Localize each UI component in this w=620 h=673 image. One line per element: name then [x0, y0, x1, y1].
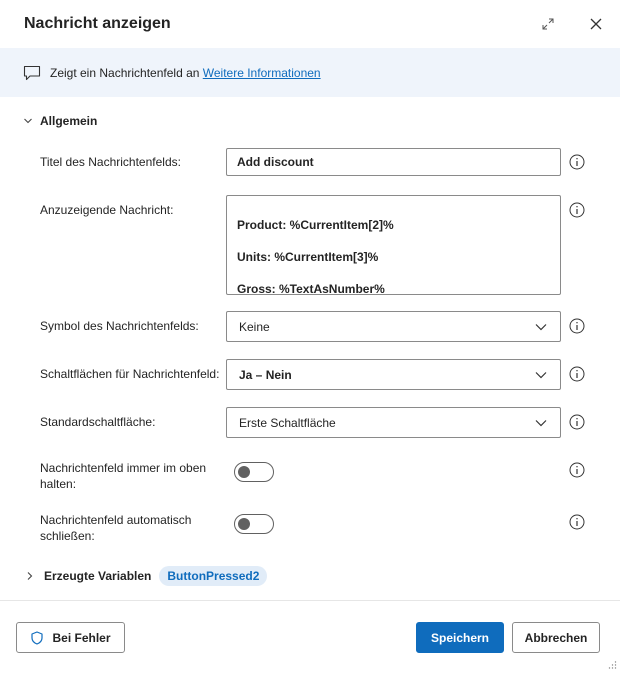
produced-variables-label[interactable]: Erzeugte Variablen — [44, 569, 152, 583]
variable-chip[interactable]: ButtonPressed2 — [159, 566, 267, 586]
auto-close-label — [40, 512, 191, 544]
buttons-select[interactable] — [226, 359, 561, 390]
section-general-label: Allgemein — [40, 114, 98, 128]
info-icon[interactable] — [569, 414, 585, 430]
dialog-title: Nachricht anzeigen — [24, 15, 171, 32]
chevron-down-icon — [22, 115, 34, 127]
always-on-top-label-line: halten: — [40, 477, 77, 491]
on-error-label: Bei Fehler — [52, 630, 111, 645]
chevron-down-icon — [534, 416, 548, 430]
always-on-top-label-line: Nachrichtenfeld immer im oben — [40, 461, 207, 475]
message-textarea[interactable] — [226, 195, 561, 295]
expand-button[interactable] — [538, 14, 558, 34]
title-input[interactable]: Add discount — [226, 148, 561, 176]
info-text — [50, 66, 321, 80]
section-general-header[interactable] — [22, 114, 97, 128]
toggle-knob — [238, 466, 250, 478]
always-on-top-label — [40, 460, 206, 492]
auto-close-toggle[interactable] — [234, 514, 274, 534]
cancel-button[interactable] — [512, 622, 600, 653]
default-button-field-label: Standardschaltfläche: — [40, 415, 156, 429]
close-button[interactable] — [586, 14, 606, 34]
buttons-field-label: Schaltflächen für Nachrichtenfeld: — [40, 367, 220, 381]
close-icon — [590, 18, 602, 30]
symbol-select[interactable] — [226, 311, 561, 342]
resize-grip-icon[interactable] — [607, 660, 617, 670]
message-field-label: Anzuzeigende Nachricht: — [40, 203, 174, 217]
toggle-knob — [238, 518, 250, 530]
info-icon[interactable] — [569, 318, 585, 334]
info-description: Zeigt ein Nachrichtenfeld an — [50, 66, 200, 80]
info-bar — [0, 48, 620, 97]
auto-close-label-line: Nachrichtenfeld automatisch — [40, 513, 192, 527]
info-icon[interactable] — [569, 366, 585, 382]
footer-divider — [0, 600, 620, 601]
message-line: Product: %CurrentItem[2]% — [237, 218, 394, 232]
info-icon[interactable] — [569, 462, 585, 478]
auto-close-label-line: schließen: — [40, 529, 95, 543]
message-line: Units: %CurrentItem[3]% — [237, 250, 379, 264]
save-button[interactable] — [416, 622, 504, 653]
expand-icon — [542, 18, 554, 30]
info-icon[interactable] — [569, 154, 585, 170]
message-icon — [23, 65, 41, 81]
message-line: Gross: %TextAsNumber% — [237, 282, 385, 296]
more-info-link[interactable]: Weitere Informationen — [202, 66, 321, 80]
buttons-select-value: Ja – Nein — [239, 367, 292, 382]
chevron-down-icon — [534, 320, 548, 334]
symbol-field-label: Symbol des Nachrichtenfelds: — [40, 319, 199, 333]
symbol-select-value: Keine — [239, 319, 270, 334]
info-icon[interactable] — [569, 514, 585, 530]
produced-variables-section — [24, 566, 267, 586]
info-icon[interactable] — [569, 202, 585, 218]
save-label: Speichern — [430, 630, 490, 645]
shield-icon — [30, 631, 44, 645]
title-field-label: Titel des Nachrichtenfelds: — [40, 155, 181, 169]
always-on-top-toggle[interactable] — [234, 462, 274, 482]
default-button-select[interactable] — [226, 407, 561, 438]
chevron-right-icon[interactable] — [24, 570, 36, 582]
chevron-down-icon — [534, 368, 548, 382]
default-button-select-value: Erste Schaltfläche — [239, 415, 336, 430]
cancel-label: Abbrechen — [524, 630, 588, 645]
on-error-button[interactable] — [16, 622, 125, 653]
